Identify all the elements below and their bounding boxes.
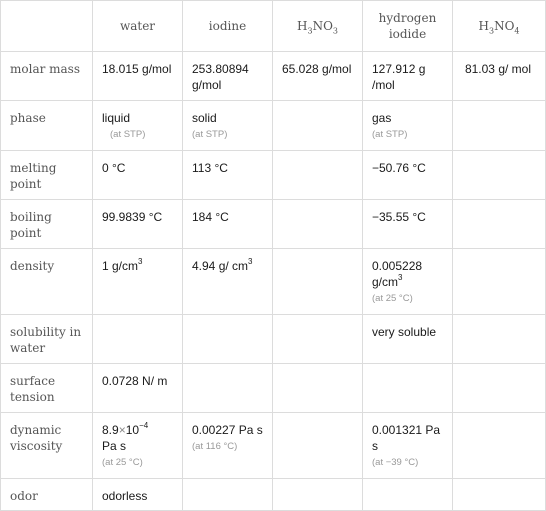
cell-hydrogen-iodide-melting-point: −50.76 °C — [363, 151, 453, 200]
phase-value: solid — [192, 111, 217, 125]
cell-h3no3-odor — [273, 479, 363, 511]
cell-hydrogen-iodide-odor — [363, 479, 453, 511]
cell-h3no4-density — [453, 249, 546, 315]
cell-water-melting-point: 0 °C — [93, 151, 183, 200]
cell-iodine-phase — [183, 101, 273, 151]
column-header-water: water — [93, 1, 183, 52]
cell-h3no4-surface-tension — [453, 364, 546, 413]
row-label-density: density — [1, 249, 93, 315]
column-header-iodine: iodine — [183, 1, 273, 52]
cell-h3no3-surface-tension — [273, 364, 363, 413]
cell-water-solubility — [93, 315, 183, 364]
row-label-phase: phase — [1, 101, 93, 151]
cell-h3no3-molar-mass: 65.028 g/mol — [273, 52, 363, 101]
column-header-h3no4: $H_3NO_4$ — [453, 1, 546, 52]
table-row — [1, 315, 546, 364]
cell-hydrogen-iodide-boiling-point: −35.55 °C — [363, 200, 453, 249]
cell-iodine-melting-point: 113 °C — [183, 151, 273, 200]
cell-h3no3-solubility — [273, 315, 363, 364]
cell-h3no4-phase — [453, 101, 546, 151]
cell-iodine-dynamic-viscosity: 0.00227 Pa s (at 116 °C) — [183, 413, 273, 479]
column-header-hydrogen-iodide: hydrogen iodide — [363, 1, 453, 52]
cell-water-density: 1 $g/cm^3$ — [93, 249, 183, 315]
cell-water-molar-mass: 18.015 g/mol — [93, 52, 183, 101]
cell-iodine-molar-mass: 253.80894 g/mol — [183, 52, 273, 101]
condition-note: (at STP) — [110, 129, 146, 140]
cell-hydrogen-iodide-solubility: very soluble — [363, 315, 453, 364]
table-row — [1, 52, 546, 101]
cell-hydrogen-iodide-density: 0.005228 $g/cm^3$ (at 25 °C) — [363, 249, 453, 315]
cell-h3no4-molar-mass: 81.03 g/ mol — [453, 52, 546, 101]
cell-water-dynamic-viscosity: $8.9\times 10^{-4}$ Pa s (at 25 °C) — [93, 413, 183, 479]
row-label-surface-tension: surface tension — [1, 364, 93, 413]
cell-h3no4-boiling-point — [453, 200, 546, 249]
cell-iodine-solubility — [183, 315, 273, 364]
cell-h3no3-density — [273, 249, 363, 315]
cell-h3no4-solubility — [453, 315, 546, 364]
cell-iodine-boiling-point: 184 °C — [183, 200, 273, 249]
cell-water-phase — [93, 101, 183, 151]
condition-note: (at 25 °C) — [372, 293, 413, 304]
cell-iodine-odor — [183, 479, 273, 511]
table-row — [1, 101, 546, 151]
column-header-h3no3: $H_3NO_3$ — [273, 1, 363, 52]
cell-iodine-density: 4.94 g/ $cm^3$ — [183, 249, 273, 315]
condition-note: (at STP) — [192, 129, 228, 140]
cell-hydrogen-iodide-dynamic-viscosity: 0.001321 Pa s (at −39 °C) — [363, 413, 453, 479]
cell-hydrogen-iodide-phase — [363, 101, 453, 151]
cell-water-surface-tension: 0.0728 N/ m — [93, 364, 183, 413]
phase-value: gas — [372, 111, 392, 125]
cell-h3no4-melting-point — [453, 151, 546, 200]
table-row — [1, 249, 546, 315]
cell-h3no4-odor — [453, 479, 546, 511]
table-row — [1, 200, 546, 249]
table-row — [1, 479, 546, 511]
cell-hydrogen-iodide-molar-mass: 127.912 g /mol — [363, 52, 453, 101]
table-row — [1, 413, 546, 479]
cell-water-boiling-point: 99.9839 °C — [93, 200, 183, 249]
condition-note: (at STP) — [372, 129, 408, 140]
cell-iodine-surface-tension — [183, 364, 273, 413]
header-row — [1, 1, 546, 52]
cell-h3no3-boiling-point — [273, 200, 363, 249]
row-label-molar-mass: molar mass — [1, 52, 93, 101]
cell-h3no3-phase — [273, 101, 363, 151]
cell-hydrogen-iodide-surface-tension — [363, 364, 453, 413]
condition-note: (at −39 °C) — [372, 457, 419, 468]
condition-note: (at 25 °C) — [102, 457, 143, 468]
row-label-boiling-point: boiling point — [1, 200, 93, 249]
phase-value: liquid — [102, 111, 131, 125]
cell-h3no4-dynamic-viscosity — [453, 413, 546, 479]
cell-water-odor: odorless — [93, 479, 183, 511]
cell-h3no3-melting-point — [273, 151, 363, 200]
row-label-melting-point: melting point — [1, 151, 93, 200]
table-row — [1, 364, 546, 413]
cell-h3no3-dynamic-viscosity — [273, 413, 363, 479]
row-label-odor: odor — [1, 479, 93, 511]
corner-cell — [1, 1, 93, 52]
row-label-solubility: solubility in water — [1, 315, 93, 364]
condition-note: (at 116 °C) — [192, 441, 238, 452]
row-label-dynamic-viscosity: dynamic viscosity — [1, 413, 93, 479]
table-row — [1, 151, 546, 200]
